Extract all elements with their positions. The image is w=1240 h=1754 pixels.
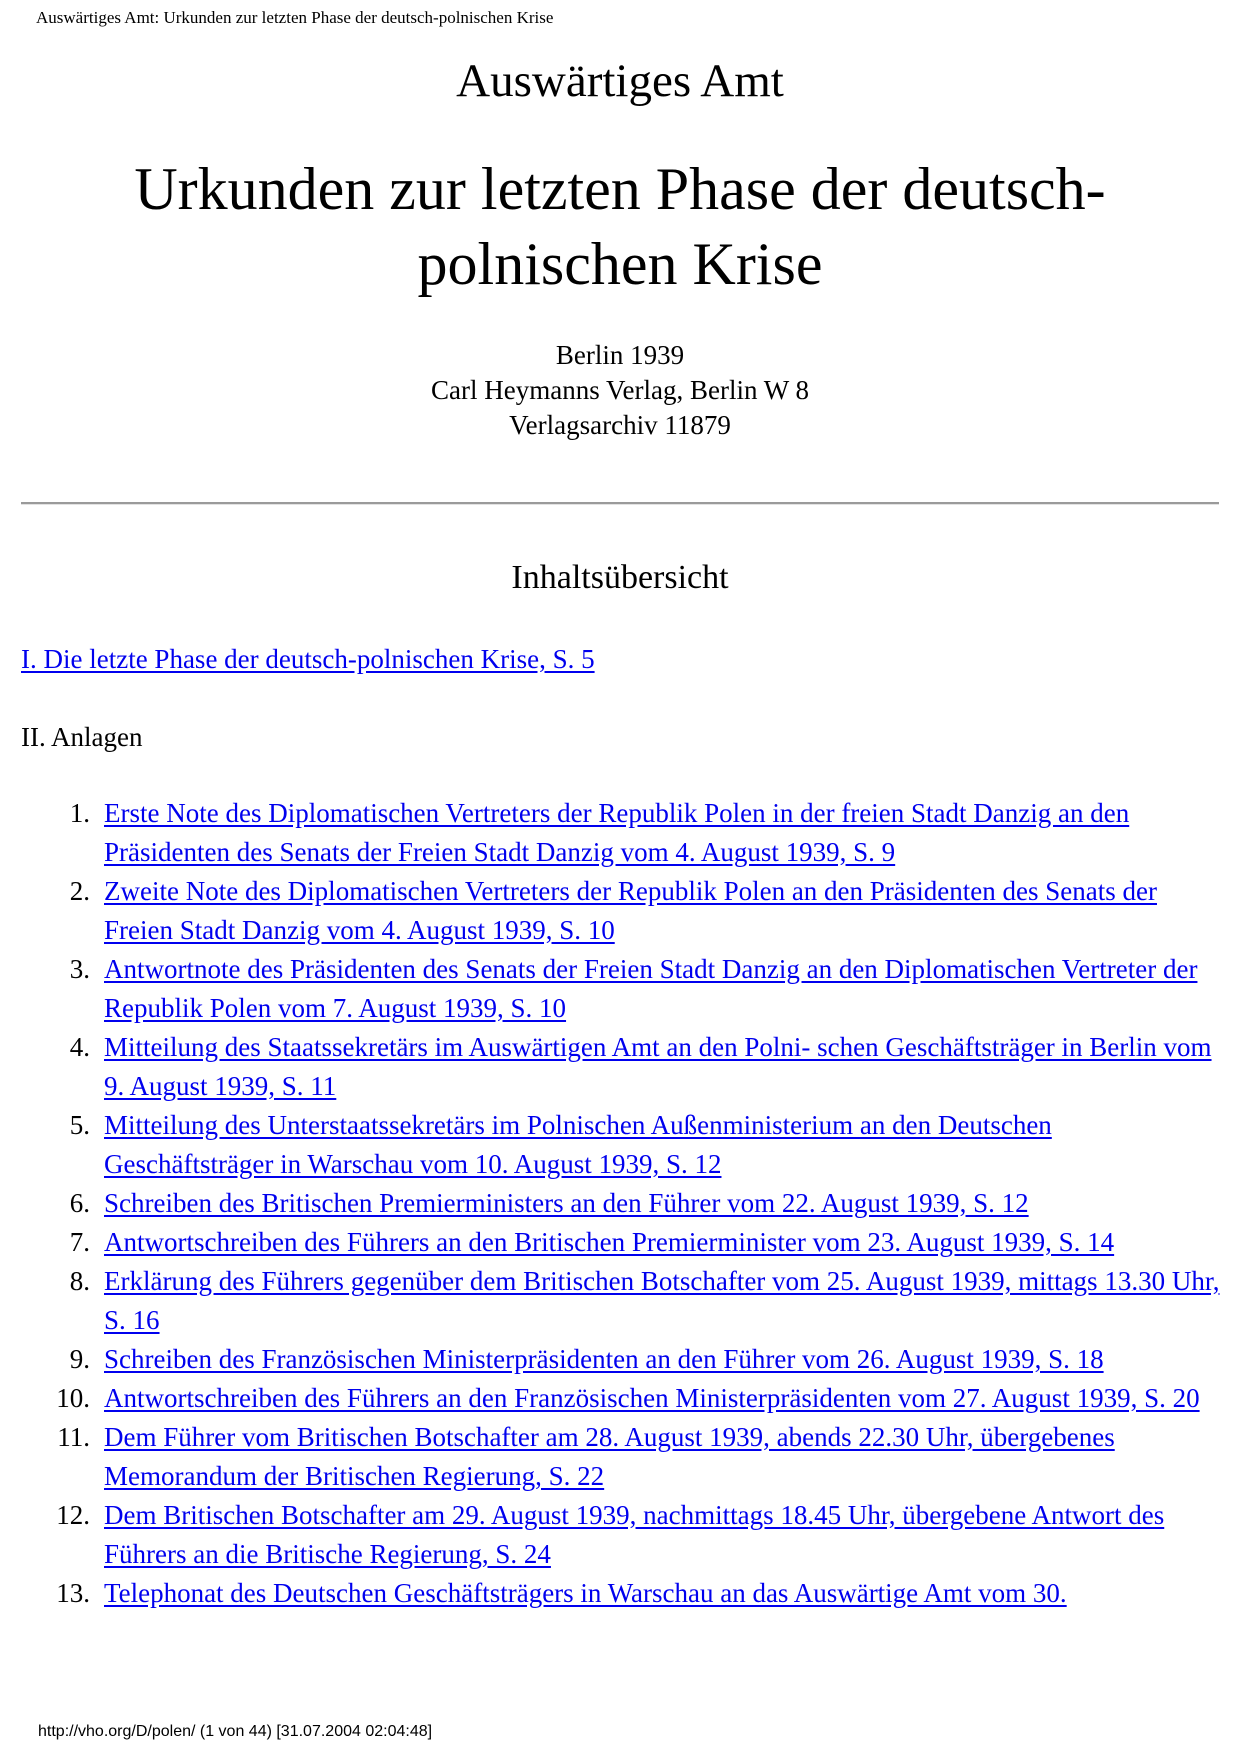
appendix-item-link[interactable]: Schreiben des Britischen Premierministers an den Führer vom 22. August 1939, S. 12 — [104, 1188, 1029, 1218]
appendix-item-link[interactable]: Erklärung des Führers gegenüber dem Britischen Botschafter vom 25. August 1939, mittags 13.30 Uhr, S. 16 — [104, 1266, 1220, 1335]
appendix-item-link[interactable]: Dem Britischen Botschafter am 29. August 1939, nachmittags 18.45 Uhr, übergebene Antwort des Führers an die Britische Regierung, S. 24 — [104, 1500, 1165, 1569]
appendix-item — [0, 1223, 1240, 1262]
appendix-item — [0, 1184, 1240, 1223]
appendix-item-number: 7. — [69, 1227, 90, 1257]
appendix-item — [0, 1262, 1240, 1340]
appendix-item — [0, 1340, 1240, 1379]
imprint-place-year: Berlin 1939 — [555, 340, 685, 370]
appendix-item-number: 3. — [69, 954, 90, 984]
appendix-item — [0, 1418, 1240, 1496]
appendix-item-number: 1. — [69, 798, 90, 828]
appendix-item-number: 9. — [69, 1344, 90, 1374]
appendix-item-link[interactable]: Dem Führer vom Britischen Botschafter am 28. August 1939, abends 22.30 Uhr, übergebenes Memorandum der Britischen Regierung, S. 22 — [104, 1422, 1115, 1491]
toc-heading: Inhaltsübersicht — [511, 559, 729, 596]
appendix-item-number: 6. — [69, 1188, 90, 1218]
appendix-item-number: 4. — [69, 1032, 90, 1062]
appendix-item-link[interactable]: Schreiben des Französischen Ministerpräsidenten an den Führer vom 26. August 1939, S. 18 — [104, 1344, 1104, 1374]
imprint-archive-number: Verlagsarchiv 11879 — [509, 410, 731, 440]
document-title — [0, 152, 1240, 302]
toc-part-one — [21, 642, 595, 676]
imprint-publisher: Carl Heymanns Verlag, Berlin W 8 — [431, 375, 809, 405]
imprint — [0, 338, 1240, 443]
appendix-item-link[interactable]: Antwortschreiben des Führers an den Britischen Premierminister vom 23. August 1939, S. 14 — [104, 1227, 1115, 1257]
appendix-item-number: 11. — [57, 1422, 90, 1452]
appendix-item-link[interactable]: Antwortnote des Präsidenten des Senats der Freien Stadt Danzig an den Diplomatischen Vertreter der Republik Polen vom 7. August 1939, S. 10 — [104, 954, 1198, 1023]
appendix-item-number: 13. — [56, 1578, 90, 1608]
horizontal-rule — [21, 502, 1219, 505]
appendix-item — [0, 1574, 1240, 1613]
toc-part-one-link[interactable]: I. Die letzte Phase der deutsch-polnischen Krise, S. 5 — [21, 644, 595, 674]
appendix-list — [0, 794, 1240, 1613]
appendix-item-link[interactable]: Antwortschreiben des Führers an den Französischen Ministerpräsidenten vom 27. August 1939, S. 20 — [104, 1383, 1200, 1413]
appendix-item — [0, 1106, 1240, 1184]
appendix-item-link[interactable]: Erste Note des Diplomatischen Vertreters der Republik Polen in der freien Stadt Danzig an den Präsidenten des Senats der Freien Stadt Danzig vom 4. August 1939, S. 9 — [104, 798, 1130, 867]
appendix-item — [0, 1379, 1240, 1418]
appendix-item-number: 2. — [69, 876, 90, 906]
document-title-line-2: polnischen Krise — [417, 231, 823, 297]
appendix-item — [0, 1496, 1240, 1574]
page-footer-source: http://vho.org/D/polen/ (1 von 44) [31.07.2004 02:04:48] — [38, 1723, 433, 1740]
appendix-item — [0, 950, 1240, 1028]
appendix-item — [0, 872, 1240, 950]
appendix-item-link[interactable]: Mitteilung des Unterstaatssekretärs im Polnischen Außenministerium an den Deutschen Geschäftsträger in Warschau vom 10. August 1939, S. 12 — [104, 1110, 1052, 1179]
appendix-item-link[interactable]: Telephonat des Deutschen Geschäftsträgers in Warschau an das Auswärtige Amt vom 30. — [104, 1578, 1067, 1608]
appendix-item-number: 10. — [56, 1383, 90, 1413]
appendix-item-number: 12. — [56, 1500, 90, 1530]
appendix-item-number: 5. — [69, 1110, 90, 1140]
appendix-item-link[interactable]: Zweite Note des Diplomatischen Vertreters der Republik Polen an den Präsidenten des Senats der Freien Stadt Danzig vom 4. August 1939, S. 10 — [104, 876, 1157, 945]
site-title: Auswärtiges Amt — [456, 55, 784, 107]
appendix-item — [0, 794, 1240, 872]
appendix-item-number: 8. — [69, 1266, 90, 1296]
running-header: Auswärtiges Amt: Urkunden zur letzten Phase der deutsch-polnischen Krise — [36, 8, 554, 27]
toc-part-two-label: II. Anlagen — [21, 722, 143, 752]
document-title-line-1: Urkunden zur letzten Phase der deutsch- — [134, 156, 1106, 222]
appendix-item — [0, 1028, 1240, 1106]
appendix-item-link[interactable]: Mitteilung des Staatssekretärs im Auswärtigen Amt an den Polni- schen Geschäftsträger in Berlin vom 9. August 1939, S. 11 — [104, 1032, 1212, 1101]
